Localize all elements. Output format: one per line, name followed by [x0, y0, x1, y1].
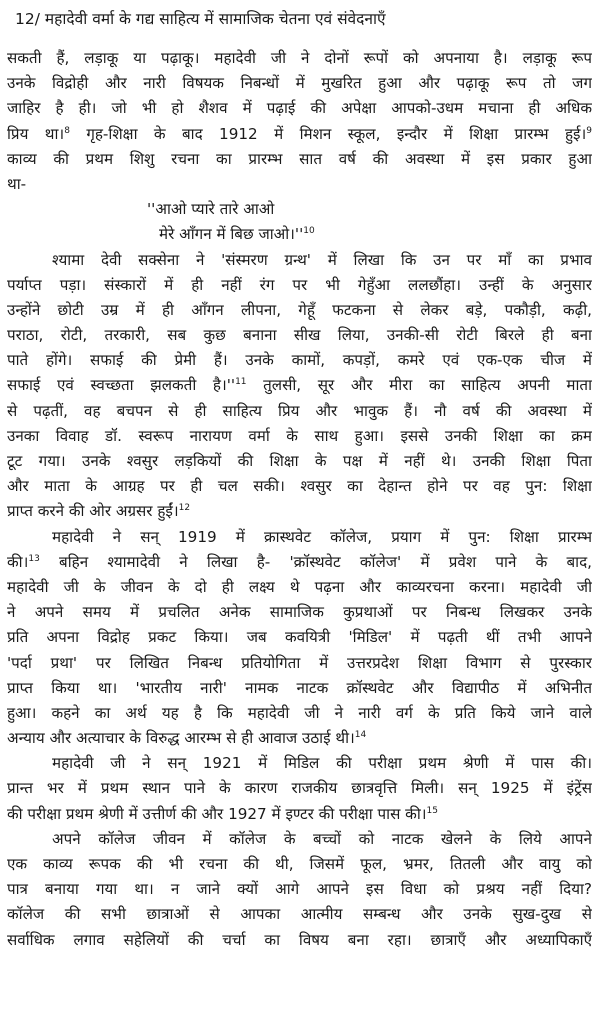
text-line [7, 96, 592, 121]
text-line [7, 877, 592, 902]
line-text: अन्याय और अत्याचार के विरुद्ध आरम्भ से ही आवाज उठाई थी। [7, 729, 355, 748]
line-text-continued: गृह-शिक्षा के बाद 1912 में मिशन स्कूल, इन्दौर में शिक्षा प्रारम्भ हुई। [69, 124, 587, 143]
body-text [7, 46, 592, 953]
line-text: काव्य की प्रथम शिशु रचना का प्रारम्भ सात वर्ष की अवस्था में इस प्रकार हुआ [7, 149, 592, 168]
text-line [7, 802, 592, 827]
line-text: की। [7, 552, 29, 571]
text-line [7, 726, 592, 751]
verse-line [7, 222, 592, 247]
line-text: प्राप्त करने की ओर अग्रसर हुईं। [7, 502, 179, 521]
text-line [7, 550, 592, 575]
line-text: पर्याप्त पड़ा। संस्कारों में ही नहीं रंग पर भी गेहुँआ ललछौंहा। उन्हीं के अनुसार [7, 275, 592, 294]
line-text: प्रान्त भर में प्रथम स्थान पाने के कारण राजकीय छात्रवृत्ति मिली। सन् 1925 में इंट्रेंस [7, 779, 592, 798]
line-text: पाते होंगे। सफाई की प्रेमी हैं। उनके कामों, कपड़ों, कमरे एवं एक-एक चीज में [7, 351, 592, 370]
line-text: हुआ। कहने का अर्थ यह है कि महादेवी जी ने नारी वर्ग के प्रति किये जाने वाले [7, 703, 592, 722]
text-line [7, 71, 592, 96]
text-line [7, 651, 592, 676]
text-line [7, 499, 592, 524]
line-text: उन्होंने छोटी उम्र में ही आँगन लीपना, गेहूँ फटकना से लेकर बड़े, पकौड़ी, कढ़ी, [7, 300, 592, 319]
running-header [15, 4, 592, 34]
text-line [7, 449, 592, 474]
line-text: एक काव्य रूपक की भी रचना की थी, जिसमें फूल, भ्रमर, तितली और वायु को [7, 855, 592, 873]
text-line [7, 827, 592, 852]
line-text: सर्वाधिक लगाव सहेलियों की चर्चा का विषय बना रहा। छात्राएँ और अध्यापिकाएँ [7, 930, 592, 949]
line-text: सफाई एवं स्वच्छता झलकती है।'' [7, 376, 236, 395]
verse-line [7, 197, 592, 222]
text-line [7, 323, 592, 348]
line-text-continued: बहिन श्यामादेवी ने लिखा है- 'क्रॉस्थवेट कॉलेज' में प्रवेश पाने के बाद, [39, 552, 592, 571]
line-text: पराठा, रोटी, तरकारी, सब कुछ बनाना सीख लिया, उनकी-सी रोटी बिरले ही बना [7, 326, 592, 345]
line-text: से पढ़तीं, वह बचपन से ही साहित्य प्रिय और भावुक हैं। नौ वर्ष की अवस्था में [7, 401, 592, 420]
text-line [7, 348, 592, 373]
text-line [7, 676, 592, 701]
text-line [7, 474, 592, 499]
text-line [7, 575, 592, 600]
line-text: महादेवी जी ने सन् 1921 में मिडिल की परीक्षा प्रथम श्रेणी में पास की। [52, 754, 592, 773]
line-text: टूट गया। उनके श्वसुर लड़कियों की शिक्षा के पक्ष में नहीं थे। उनकी शिक्षा पिता [7, 452, 592, 470]
footnote-marker: 12 [178, 503, 191, 514]
line-text: की परीक्षा प्रथम श्रेणी में उत्तीर्ण की और 1927 में इण्टर की परीक्षा पास की। [7, 804, 427, 823]
line-text: महादेवी जी के जीवन के दो ही लक्ष्य थे पढ़ना और काव्यरचना करना। महादेवी जी [7, 577, 592, 596]
text-line [7, 525, 592, 550]
footnote-marker: 10 [303, 226, 315, 237]
line-text: महादेवी ने सन् 1919 में क्रास्थवेट कॉलेज, प्रयाग में पुन: शिक्षा प्रारम्भ [52, 527, 592, 546]
line-text: श्यामा देवी सक्सेना ने 'संस्मरण ग्रन्थ' में लिखा कि उन पर माँ का प्रभाव [52, 250, 592, 269]
text-line [7, 902, 592, 927]
text-line [7, 172, 592, 197]
text-line [7, 147, 592, 172]
line-text: कॉलेज की सभी छात्राओं से आपका आत्मीय सम्बन्ध और उनके सुख-दुख से [7, 905, 592, 924]
line-text: और माता के आग्रह पर ही चल सकी। श्वसुर का देहान्त होने पर वह पुन: शिक्षा [7, 477, 592, 496]
line-text: अपने कॉलेज जीवन में कॉलेज के बच्चों को नाटक खेलने के लिये आपने [52, 829, 592, 848]
footnote-marker: 8 [64, 125, 70, 136]
footnote-marker: 11 [235, 377, 247, 388]
text-line [7, 600, 592, 625]
line-text-continued: तुलसी, सूर और मीरा का साहित्य अपनी माता [246, 376, 592, 395]
line-text: प्रति अपना विद्रोह प्रकट किया। जब कवयित्री 'मिडिल' में पढ़ती थीं तभी आपने [7, 628, 592, 647]
page-number: 12/ [15, 10, 40, 28]
text-line [7, 776, 592, 801]
footnote-marker: 9 [586, 125, 592, 136]
text-line [7, 122, 592, 147]
line-text: प्रिय था। [7, 124, 65, 143]
text-line [7, 852, 592, 877]
line-text: ''आओ प्यारे तारे आओ [147, 200, 275, 219]
text-line [7, 273, 592, 298]
line-text: था- [7, 174, 27, 193]
text-line [7, 928, 592, 953]
footnote-marker: 14 [354, 730, 367, 740]
line-text: 'पर्दा प्रथा' पर लिखित निबन्ध प्रतियोगिता में उत्तरप्रदेश शिक्षा विभाग से पुरस्कार [7, 653, 592, 672]
text-line [7, 701, 592, 726]
running-title: महादेवी वर्मा के गद्य साहित्य में सामाजिक चेतना एवं संवेदनाएँ [44, 10, 386, 28]
line-text: ने अपने समय में प्रचलित अनेक सामाजिक कुप्रथाओं पर निबन्ध लिखकर उनके [7, 603, 592, 622]
line-text: उनका विवाह डॉ. स्वरूप नारायण वर्मा के साथ हुआ। इससे उनकी शिक्षा का क्रम [7, 426, 592, 445]
text-line [7, 424, 592, 449]
footnote-marker: 15 [426, 805, 438, 816]
line-text: सकती हैं, लड़ाकू या पढ़ाकू। महादेवी जी ने दोनों रूपों को अपनाया है। लड़ाकू रूप [7, 49, 592, 67]
text-line [7, 625, 592, 650]
footnote-marker: 13 [28, 553, 40, 564]
line-text: उनके विद्रोही और नारी विषयक निबन्धों में मुखरित हुआ और पढ़ाकू रूप तो जग [7, 74, 592, 93]
text-line [7, 298, 592, 323]
text-line [7, 373, 592, 398]
line-text: पात्र बनाया गया था। न जाने क्यों आगे आपने इस विधा को प्रश्रय नहीं दिया? [7, 880, 592, 899]
line-text: जाहिर है ही। जो भी हो शैशव में पढ़ाई की अपेक्षा आपको-उधम मचाना ही अधिक [7, 99, 592, 118]
text-line [7, 248, 592, 273]
text-line [7, 751, 592, 776]
text-line [7, 399, 592, 424]
text-line [7, 46, 592, 71]
line-text: मेरे आँगन में बिछ जाओ।'' [159, 225, 304, 244]
line-text: प्राप्त किया था। 'भारतीय नारी' नामक नाटक क्रॉस्थवेट और विद्यापीठ में अभिनीत [7, 678, 592, 697]
